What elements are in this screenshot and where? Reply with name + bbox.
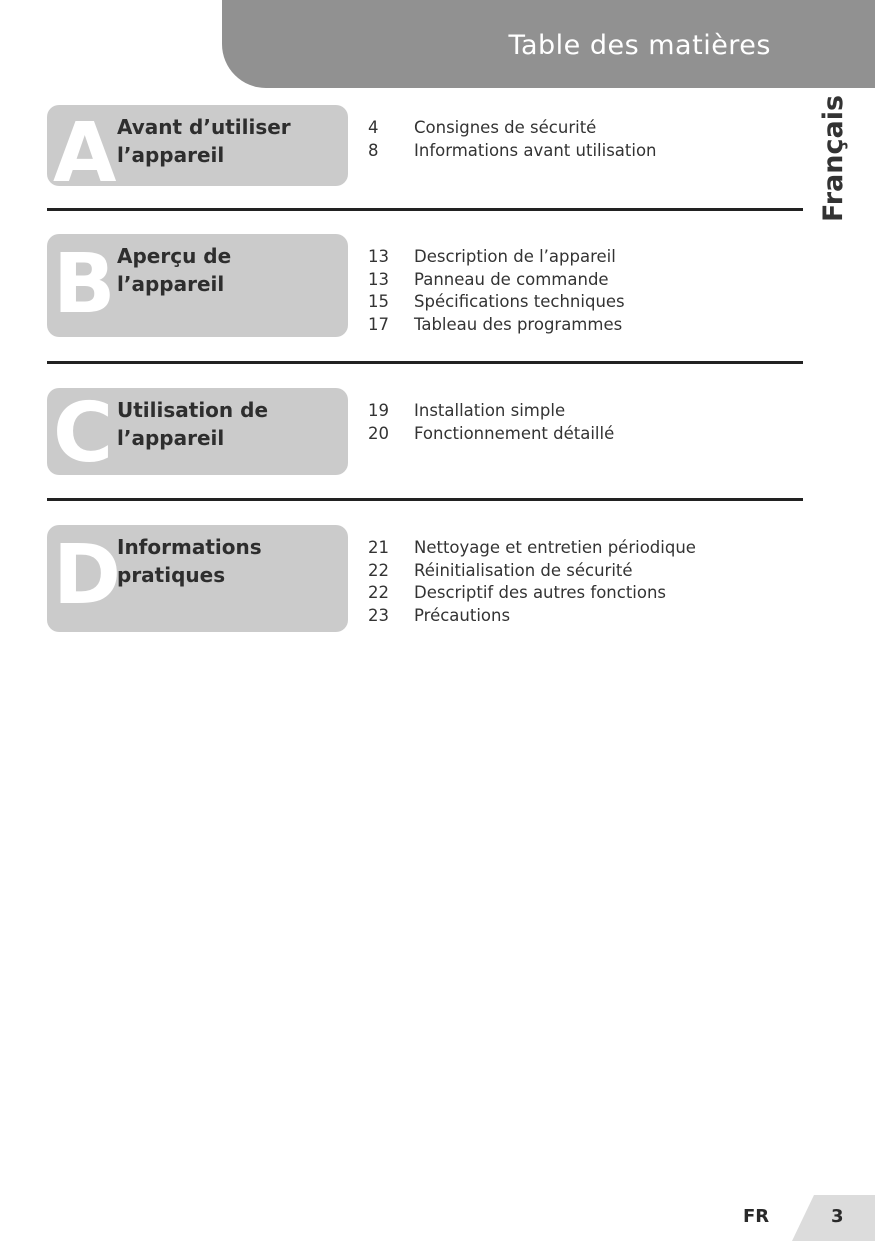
toc-entry[interactable] (368, 537, 696, 560)
toc-entry[interactable] (368, 560, 696, 583)
section-title-c: Utilisation de l’appareil (117, 398, 269, 450)
entry-label: Fonctionnement détaillé (414, 423, 615, 443)
entry-page: 19 (368, 401, 389, 420)
divider (47, 498, 803, 501)
toc-entry[interactable] (368, 400, 614, 423)
section-letter-a: A (53, 106, 117, 186)
divider (47, 361, 803, 364)
entry-list-d (368, 537, 696, 627)
section-title-a: Avant d’utiliser l’appareil (117, 115, 291, 167)
section-box-d (47, 525, 348, 632)
entry-page: 20 (368, 423, 389, 443)
entry-page: 15 (368, 292, 389, 312)
divider (47, 208, 803, 211)
toc-entry[interactable] (368, 291, 625, 314)
section-title-b: Aperçu de l’appareil (117, 244, 232, 296)
toc-entry[interactable] (368, 314, 625, 337)
toc-entry[interactable] (368, 117, 657, 140)
entry-page: 23 (368, 605, 389, 625)
section-box-a (47, 105, 348, 186)
entry-page: 21 (368, 538, 389, 557)
toc-entry[interactable] (368, 246, 625, 269)
section-box-c (47, 388, 348, 475)
toc-entry[interactable] (368, 605, 696, 628)
entry-list-a (368, 117, 657, 162)
page-number: 3 (831, 1206, 844, 1227)
page-title: Table des matières (508, 30, 771, 61)
entry-label: Réinitialisation de sécurité (414, 560, 633, 580)
section-letter-d: D (53, 528, 122, 623)
entry-page: 17 (368, 314, 389, 334)
toc-entry[interactable] (368, 582, 696, 605)
toc-entry[interactable] (368, 423, 614, 446)
entry-page: 22 (368, 560, 389, 580)
section-letter-c: C (53, 388, 114, 475)
header-tab (222, 0, 875, 88)
entry-page: 13 (368, 247, 389, 266)
entry-label: Spécifications techniques (414, 292, 625, 312)
toc-entry[interactable] (368, 269, 625, 292)
entry-label: Informations avant utilisation (414, 140, 657, 160)
entry-page: 4 (368, 118, 379, 137)
entry-page: 22 (368, 583, 389, 603)
entry-label: Précautions (414, 605, 511, 625)
section-title-d: Informations pratiques (117, 535, 262, 587)
entry-page: 13 (368, 269, 389, 289)
entry-page: 8 (368, 140, 379, 160)
section-box-b (47, 234, 348, 337)
entry-list-b (368, 246, 625, 336)
language-tab: Français (818, 94, 849, 222)
entry-label: Nettoyage et entretien périodique (414, 538, 696, 557)
entry-label: Tableau des programmes (414, 314, 623, 334)
entry-label: Description de l’appareil (414, 247, 616, 266)
entry-label: Installation simple (414, 401, 566, 420)
entry-label: Panneau de commande (414, 269, 609, 289)
toc-entry[interactable] (368, 140, 657, 163)
entry-list-c (368, 400, 614, 445)
section-letter-b: B (53, 237, 116, 332)
entry-label: Consignes de sécurité (414, 118, 597, 137)
entry-label: Descriptif des autres fonctions (414, 583, 667, 603)
footer-language-code: FR (743, 1206, 770, 1227)
